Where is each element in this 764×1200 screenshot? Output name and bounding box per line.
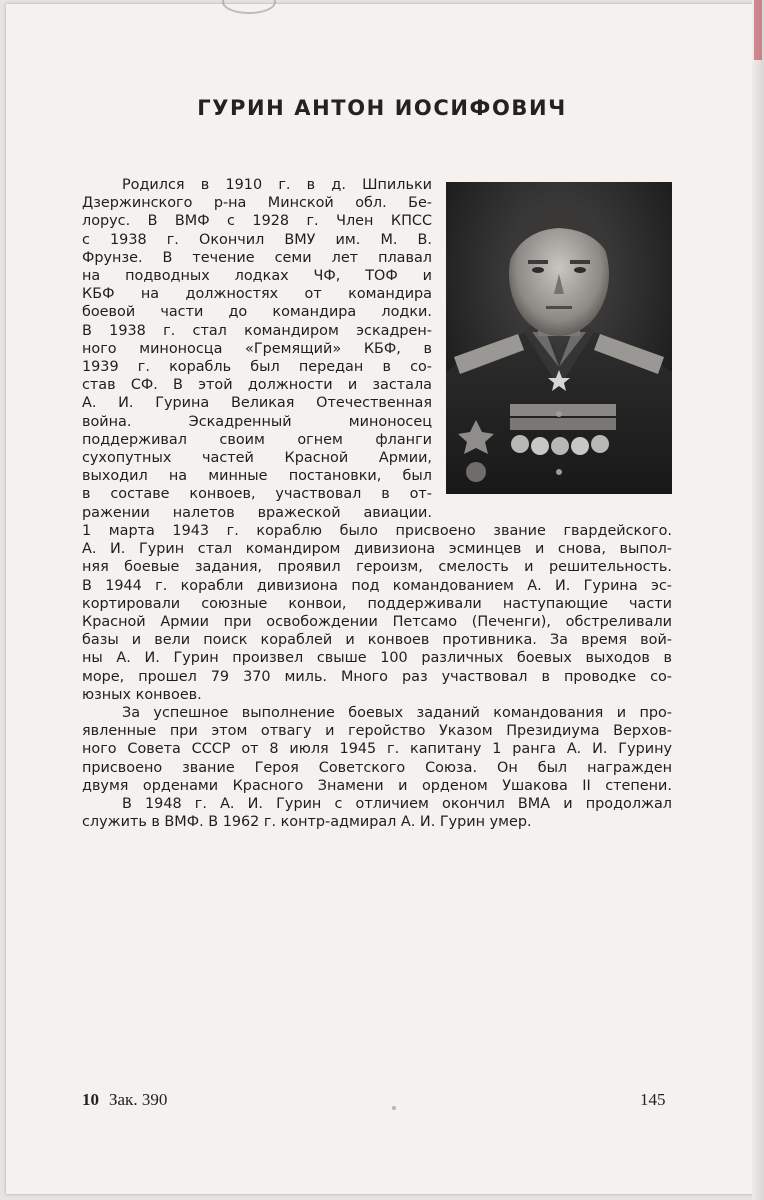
bookmark-strip xyxy=(754,0,762,60)
text-line: КБФ на должностях от командира xyxy=(82,286,432,303)
text-line: За успешное выполнение боевых заданий командования и про- xyxy=(122,705,672,722)
print-signature xyxy=(82,1090,167,1110)
biography-column-full xyxy=(82,522,672,831)
text-line: двумя орденами Красного Знамени и орденом Ушакова II степени. xyxy=(82,777,672,794)
text-line: юзных конвоев. xyxy=(82,686,202,703)
text-line: В 1938 г. стал командиром эскадрен- xyxy=(82,322,432,339)
text-line: А. И. Гурин стал командиром дивизиона эсминцев и снова, выпол- xyxy=(82,541,672,558)
text-line: служить в ВМФ. В 1962 г. контр-адмирал А. И. Гурин умер. xyxy=(82,814,532,831)
text-line: кортировали союзные конвои, поддерживали наступающие части xyxy=(82,595,672,612)
text-line: Фрунзе. В течение семи лет плавал xyxy=(82,249,432,266)
text-line: Дзержинского р-на Минской обл. Бе- xyxy=(82,195,432,212)
text-line: Родился в 1910 г. в д. Шпильки xyxy=(122,177,432,193)
text-line: поддерживал своим огнем фланги xyxy=(82,431,432,448)
signature-label: Зак. 390 xyxy=(109,1090,168,1109)
page-edge xyxy=(752,0,764,1200)
text-line: няя боевые задания, проявил героизм, смелость и решительность. xyxy=(82,559,672,576)
text-line: А. И. Гурина Великая Отечественная xyxy=(82,395,432,412)
biography-column-narrow xyxy=(82,176,432,522)
text-line: 1 марта 1943 г. кораблю было присвоено звание гвардейского. xyxy=(82,523,672,539)
paper-speck xyxy=(392,1106,396,1110)
text-line: сухопутных частей Красной Армии, xyxy=(82,450,432,467)
text-line: боевой части до командира лодки. xyxy=(82,304,432,321)
text-line: присвоено звание Героя Советского Союза. Он был награжден xyxy=(82,759,672,776)
text-line: ражении налетов вражеской авиации. xyxy=(82,504,432,521)
signature-number: 10 xyxy=(82,1090,99,1109)
text-line: на подводных лодках ЧФ, ТОФ и xyxy=(82,268,432,285)
page-title: ГУРИН АНТОН ИОСИФОВИЧ xyxy=(197,96,567,120)
text-line: выходил на минные постановки, был xyxy=(82,468,432,485)
text-line: В 1948 г. А. И. Гурин с отличием окончил ВМА и продолжал xyxy=(122,796,672,813)
text-line: в составе конвоев, участвовал в от- xyxy=(82,486,432,503)
text-line: 1939 г. корабль был передан в со- xyxy=(82,359,432,376)
text-line: ного Совета СССР от 8 июля 1945 г. капитану 1 ранга А. И. Гурину xyxy=(82,741,672,758)
text-line: ного миноносца «Гремящий» КБФ, в xyxy=(82,340,432,357)
portrait-photo xyxy=(446,182,672,494)
text-line: Красной Армии при освобождении Петсамо (Печенги), обстреливали xyxy=(82,614,672,631)
text-line: война. Эскадренный миноносец xyxy=(82,413,432,430)
text-line: лорус. В ВМФ с 1928 г. Член КПСС xyxy=(82,213,432,230)
text-line: ны А. И. Гурин произвел свыше 100 различных боевых выходов в xyxy=(82,650,672,667)
page-number: 145 xyxy=(640,1090,666,1109)
text-line: явленные при этом отвагу и геройство Указом Президиума Верхов- xyxy=(82,723,672,740)
text-line: с 1938 г. Окончил ВМУ им. М. В. xyxy=(82,231,432,248)
text-line: базы и вели поиск кораблей и конвоев противника. За время вой- xyxy=(82,632,672,649)
text-line: В 1944 г. корабли дивизиона под командованием А. И. Гурина эс- xyxy=(82,577,672,594)
text-line: став СФ. В этой должности и застала xyxy=(82,377,432,394)
text-line: море, прошел 79 370 миль. Много раз участвовал в проводке со- xyxy=(82,668,672,685)
